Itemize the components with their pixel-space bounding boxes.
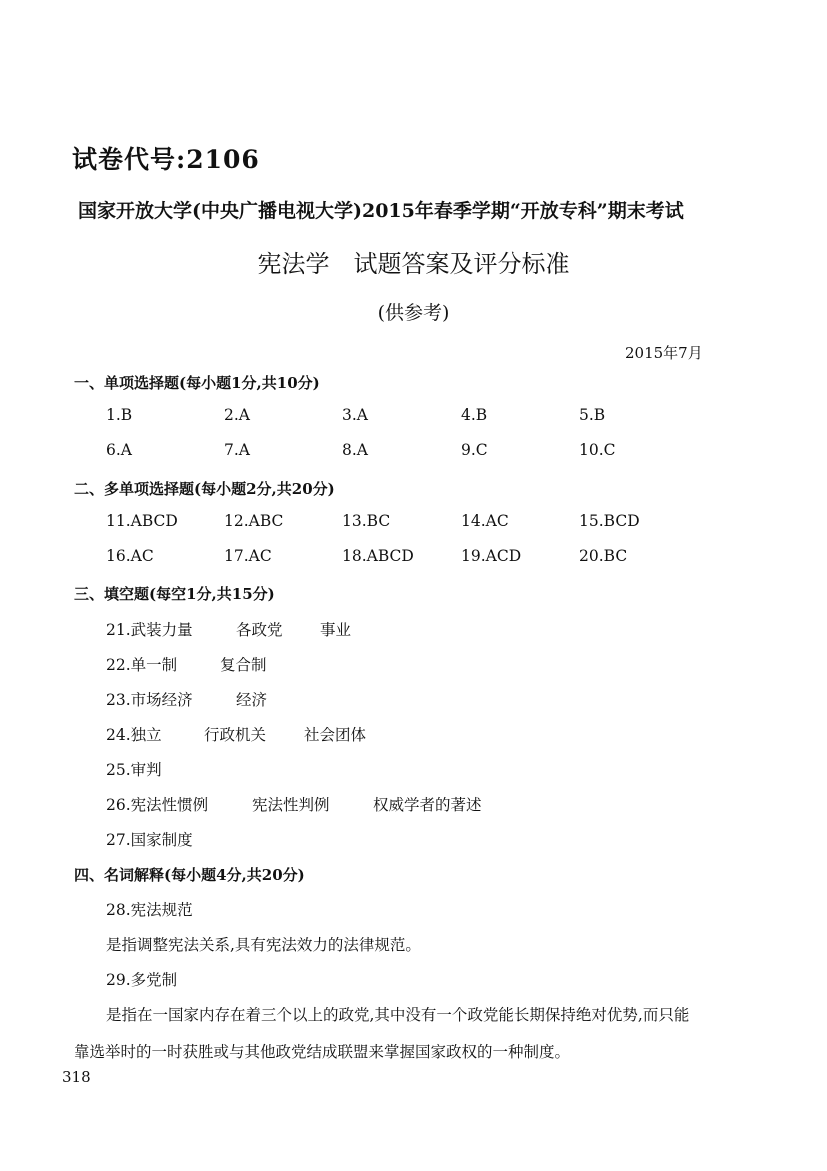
answer-19: 19.ACD bbox=[461, 547, 522, 565]
fill-26-b: 宪法性判例 bbox=[252, 796, 330, 814]
fill-24-c: 社会团体 bbox=[304, 726, 367, 744]
answer-3: 3.A bbox=[342, 406, 368, 424]
fill-23-b: 经济 bbox=[236, 691, 268, 709]
fill-22-b: 复合制 bbox=[220, 656, 267, 674]
answer-5: 5.B bbox=[579, 406, 606, 424]
section-2-heading: 二、多单项选择题(每小题2分,共20分) bbox=[74, 480, 335, 498]
reference-note: (供参考) bbox=[377, 302, 450, 324]
answer-10: 10.C bbox=[579, 441, 616, 459]
page-number: 318 bbox=[62, 1068, 91, 1086]
answer-14: 14.AC bbox=[461, 512, 509, 530]
section-3-heading: 三、填空题(每空1分,共15分) bbox=[74, 585, 275, 603]
answer-2: 2.A bbox=[224, 406, 250, 424]
definition-29-line-2: 靠选举时的一时获胜或与其他政党结成联盟来掌握国家政权的一种制度。 bbox=[74, 1043, 571, 1061]
page-title: 宪法学 试题答案及评分标准 bbox=[257, 250, 570, 278]
university-heading: 国家开放大学(中央广播电视大学)2015年春季学期“开放专科”期末考试 bbox=[78, 200, 684, 222]
exam-date: 2015年7月 bbox=[625, 344, 703, 362]
section-4-heading: 四、名词解释(每小题4分,共20分) bbox=[74, 866, 305, 884]
answer-15: 15.BCD bbox=[579, 512, 640, 530]
fill-21-a: 21.武装力量 bbox=[106, 621, 193, 639]
answer-7: 7.A bbox=[224, 441, 250, 459]
fill-23-a: 23.市场经济 bbox=[106, 691, 193, 709]
fill-21-c: 事业 bbox=[320, 621, 352, 639]
answer-4: 4.B bbox=[461, 406, 488, 424]
answer-20: 20.BC bbox=[579, 547, 628, 565]
answer-9: 9.C bbox=[461, 441, 488, 459]
fill-22-a: 22.单一制 bbox=[106, 656, 178, 674]
fill-27: 27.国家制度 bbox=[106, 831, 193, 849]
term-28: 28.宪法规范 bbox=[106, 901, 193, 919]
answer-16: 16.AC bbox=[106, 547, 154, 565]
answer-18: 18.ABCD bbox=[342, 547, 414, 565]
answer-1: 1.B bbox=[106, 406, 133, 424]
answer-11: 11.ABCD bbox=[106, 512, 178, 530]
answer-12: 12.ABC bbox=[224, 512, 284, 530]
fill-24-b: 行政机关 bbox=[204, 726, 267, 744]
answer-17: 17.AC bbox=[224, 547, 272, 565]
term-29: 29.多党制 bbox=[106, 971, 178, 989]
fill-25: 25.审判 bbox=[106, 761, 162, 779]
answer-6: 6.A bbox=[106, 441, 132, 459]
answer-13: 13.BC bbox=[342, 512, 391, 530]
fill-24-a: 24.独立 bbox=[106, 726, 162, 744]
exam-code: 试卷代号:2106 bbox=[72, 145, 260, 174]
definition-29-line-1: 是指在一国家内存在着三个以上的政党,其中没有一个政党能长期保持绝对优势,而只能 bbox=[106, 1006, 690, 1024]
answer-8: 8.A bbox=[342, 441, 368, 459]
fill-26-c: 权威学者的著述 bbox=[373, 796, 482, 814]
fill-21-b: 各政党 bbox=[236, 621, 283, 639]
fill-26-a: 26.宪法性惯例 bbox=[106, 796, 209, 814]
definition-28: 是指调整宪法关系,具有宪法效力的法律规范。 bbox=[106, 936, 421, 954]
section-1-heading: 一、单项选择题(每小题1分,共10分) bbox=[74, 374, 320, 392]
